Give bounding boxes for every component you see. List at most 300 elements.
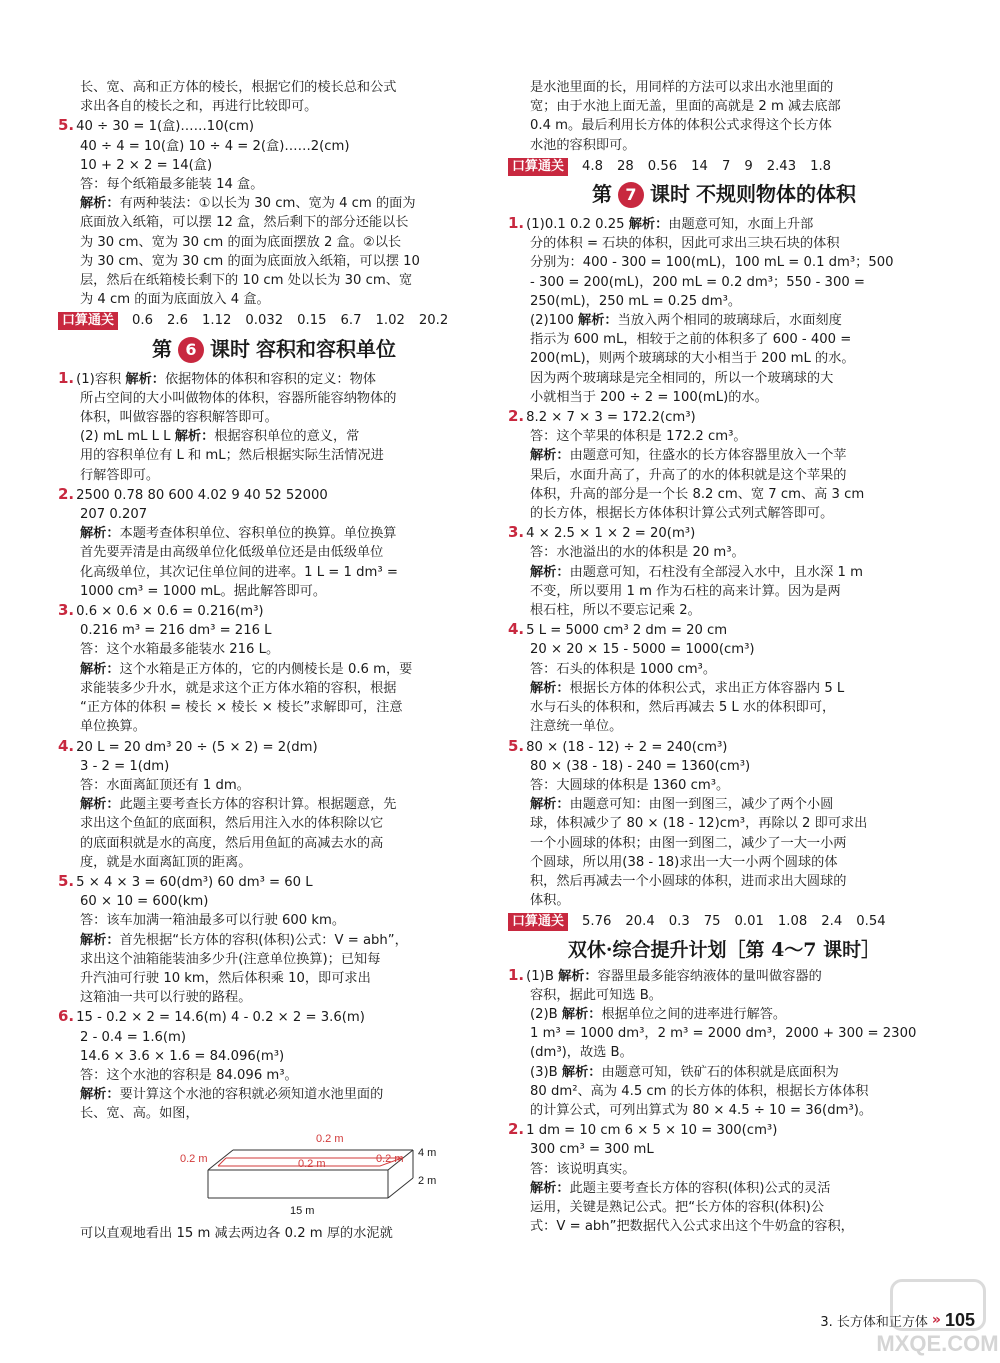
question-number: 2. [508,407,525,426]
answer-text: 个圆球，所以用(38 - 18)求出一大一小两个圆球的体 [530,854,838,870]
answer-line [508,523,940,543]
answer-line [58,466,490,485]
answer-line [508,466,940,485]
answer-text: 宽；由于水池上面无盖，里面的高就是 2 m 减去底部 [530,99,841,115]
answer-text: (3)B [530,1064,562,1080]
answer-line [58,408,490,427]
mental-math-answer: 7 [721,158,731,174]
answer-text: 答：这个苹果的体积是 172.2 cm³。 [530,429,747,445]
answer-text: 3 - 2 = 1(dm) [80,758,170,774]
answer-line [58,369,490,389]
question-number: 2. [508,1120,525,1139]
answer-text: 升汽油可行驶 10 km，然后体积乘 10，即可求出 [80,970,371,986]
answer-line [508,330,940,349]
answer-text: 有两种装法：①以长为 30 cm、宽为 4 cm 的面为 [119,196,416,212]
answer-text: 为 30 cm、宽为 30 cm 的面为底面摆放 2 盒。②以长 [80,234,402,250]
section-title: 双休·综合提升计划［第 4～7 课时］ [567,938,881,961]
analysis-label: 解析： [80,196,120,212]
question-number: 5. [58,871,75,890]
answer-text: 式：V = abh”把数据代入公式求出这个牛奶盒的容积， [530,1219,854,1235]
answer-line [508,407,940,427]
watermark-text: MXQE.COM [876,1330,999,1356]
answer-text: 200(mL)，则两个玻璃球的大小相当于 200 mL 的水。 [530,351,855,367]
answer-line [58,834,490,853]
answer-line [508,292,940,311]
answer-line [508,1043,940,1062]
answer-line [508,78,940,97]
answer-text: 1 dm = 10 cm 6 × 5 × 10 = 300(cm³) [526,1123,778,1139]
answer-text: 长、宽、高。如图， [80,1106,199,1122]
answer-text: 底面放入纸箱，可以摆 12 盒，然后剩下的部分还能以长 [80,215,409,231]
answer-text: 所占空间的大小叫做物体的体积，容器所能容纳物体的 [80,390,397,406]
answer-line [508,620,940,640]
question-number: 3. [58,601,75,620]
answer-line [508,891,940,910]
answer-text: 60 × 10 = 600(km) [80,894,209,910]
answer-line [508,1140,940,1159]
mental-math-row [508,912,940,931]
mental-math-answer: 6.7 [340,313,362,329]
answer-line [58,427,490,446]
answer-text: 1 m³ = 1000 dm³，2 m³ = 2000 dm³，2000 + 300 = 2300 [530,1026,917,1042]
mental-math-row [508,157,940,176]
answer-text: 长、宽、高和正方体的棱长，根据它们的棱长总和公式 [80,80,397,95]
answer-text: 可以直观地看出 15 m 减去两边各 0.2 m 厚的水泥就 [80,1225,393,1241]
answer-text: (2)100 [530,313,579,329]
answer-text: 答：水面离缸顶还有 1 dm。 [80,777,250,793]
answer-text: 分的体积 = 石块的体积，因此可求出三块石块的体积 [530,236,840,252]
pool-diagram [58,1128,490,1220]
answer-line [58,757,490,776]
answer-line [508,737,940,757]
answer-line [58,1066,490,1085]
answer-line [58,776,490,795]
answer-text: 根石柱，所以不要忘记乘 2。 [530,603,701,619]
answer-line [58,969,490,988]
mental-math-answer: 2.6 [167,313,188,329]
answer-text: 是水池里面的长，用同样的方法可以求出水池里面的 [530,80,834,95]
lesson-unit: 课时 [650,182,690,207]
answer-text: 由题意可知，铁矿石的体积就是底面积为 [601,1064,839,1080]
answer-text: 根据单位之间的进率进行解答。 [601,1006,787,1022]
answer-line [508,369,940,388]
question-number: 1. [508,214,525,233]
answer-text: 化高级单位，其次记住单位间的进率。1 L = 1 dm³ = [80,564,398,580]
answer-text: 本题考查体积单位、容积单位的换算。单位换算 [119,526,397,542]
answer-line [58,737,490,757]
answer-line [58,389,490,408]
analysis-label: 解析： [530,448,570,464]
mental-math-tag: 口算通关 [508,913,568,931]
answer-text: 1000 cm³ = 1000 mL。据此解答即可。 [80,583,327,599]
analysis-label: 解析： [561,1006,602,1022]
answer-text: 求出各自的棱长之和，再进行比较即可。 [80,99,318,115]
answer-line [58,660,490,679]
answer-text: (1)B [526,968,559,984]
answer-text: 此题主要考查长方体的容积(体积)公式的灵活 [569,1180,831,1196]
answer-line [508,640,940,659]
answer-line [508,814,940,833]
analysis-label: 解析： [530,797,570,813]
answer-text: 单位换算。 [80,719,146,735]
lesson-number-badge: 6 [178,337,204,363]
answer-line [58,156,490,175]
analysis-label: 解析： [530,680,570,696]
answer-line [58,505,490,524]
lesson-unit: 课时 [210,337,250,362]
mental-math-answer: 0.54 [856,914,886,930]
question-number: 5. [58,116,75,135]
answer-text: 体积。 [530,893,570,909]
answer-text: 5 × 4 × 3 = 60(dm³) 60 dm³ = 60 L [76,874,313,890]
mental-math-answer: 1.02 [375,313,405,329]
mental-math-answer: 4.8 [582,158,603,174]
answer-line [58,679,490,698]
analysis-label: 解析： [628,217,669,233]
answer-line [58,1047,490,1066]
answer-text: 当放入两个相同的玻璃球后，水面刻度 [617,313,842,329]
answer-text: 5 L = 5000 cm³ 2 dm = 20 cm [526,623,728,639]
mental-math-answer: 0.56 [647,158,678,174]
double-arrow-icon: » [931,1312,941,1328]
answer-line [508,582,940,601]
answer-text: 答：这个水池的容积是 84.096 m³。 [80,1067,298,1083]
answer-line [58,97,490,116]
answer-line [58,116,490,136]
answer-line [508,757,940,776]
answer-line [58,640,490,659]
analysis-label: 解析： [80,661,120,677]
question-number: 1. [58,368,75,387]
answer-text: 为 30 cm、宽为 30 cm 的面为底面放入纸箱，可以摆 10 [80,253,420,269]
question-number: 4. [58,736,75,755]
answer-line [508,966,940,986]
answer-text: 答：该说明真实。 [530,1161,636,1177]
answer-line [58,563,490,582]
answer-text: (1)0.1 0.2 0.25 [526,217,629,233]
answer-line [508,97,940,116]
mental-math-answer: 0.6 [132,313,153,329]
lesson-title: 不规则物体的体积 [696,182,856,207]
answer-text: 这个水箱是正方体的，它的内侧棱长是 0.6 m，要 [119,661,413,677]
answer-text: 小就相当于 200 ÷ 2 = 100(mL)的水。 [530,389,768,405]
answer-text: 此题主要考查长方体的容积计算。根据题意，先 [119,797,397,813]
answer-line [508,427,940,446]
answer-line [508,1082,940,1101]
answer-text: 答：这个水箱最多能装水 216 L。 [80,642,280,658]
answer-text: 80 × (38 - 18) - 240 = 1360(cm³) [530,758,751,774]
answer-line [58,78,490,97]
answer-text: 分别为：400 - 300 = 100(mL)，100 mL = 0.1 dm³；500 [530,255,894,271]
answer-line [508,273,940,292]
answer-text: 由题意可知：由图一到图三，减少了两个小圆 [569,797,834,813]
answer-text: 首先要弄清是由高级单位化低级单位还是由低级单位 [80,545,384,561]
answer-line [58,717,490,736]
answer-line [508,136,940,155]
answer-text: 运用，关键是熟记公式。把“长方体的容积(体积)公 [530,1199,825,1215]
answer-text: 体积，升高的部分是一个长 8.2 cm、宽 7 cm、高 3 cm [530,486,865,502]
mental-math-tag: 口算通关 [508,158,568,176]
analysis-label: 解析： [80,797,120,813]
answer-text: 果后，水面升高了，升高了的水的体积就是这个苹果的 [530,467,847,483]
pool-edge [388,1178,413,1198]
answer-text: 行解答即可。 [80,467,160,483]
answer-text: 不变，所以要用 1 m 作为石柱的高来计算。因为是两 [530,583,841,599]
mental-math-answer: 2.4 [821,914,843,930]
answer-line [58,1028,490,1047]
answer-line [58,1224,490,1243]
answer-text: 求能装多少升水，就是求这个正方体水箱的容积，根据 [80,680,397,696]
answer-text: 因为两个玻璃球是完全相同的，所以一个玻璃球的大 [530,370,834,386]
dim-width: 4 m [418,1146,437,1159]
answer-text: 80 dm²、高为 4.5 cm 的长方体的体积，根据长方体体积 [530,1083,869,1099]
answer-text: (dm³)，故选 B。 [530,1045,633,1061]
answer-line [508,1101,940,1120]
answer-text: 容积，据此可知选 B。 [530,987,662,1003]
answer-line [508,349,940,368]
mental-math-answer: 75 [703,914,721,930]
answer-text: 容器里最多能容纳液体的量叫做容器的 [597,968,822,984]
answer-text: 由题意可知，石柱没有全部浸入水中，且水深 1 m [569,564,863,580]
analysis-label: 解析： [125,371,165,387]
answer-line [508,446,940,465]
lesson-number-badge: 7 [618,182,644,208]
answer-line [58,950,490,969]
analysis-label: 解析： [80,526,120,542]
answer-text: 14.6 × 3.6 × 1.6 = 84.096(m³) [80,1048,285,1064]
dim-left-wall: 0.2 m [180,1152,208,1165]
mental-math-answer: 20.4 [625,914,655,930]
answer-text: 300 cm³ = 300 mL [530,1142,654,1158]
answer-text: 2 - 0.4 = 1.6(m) [80,1029,187,1045]
answer-text: - 300 = 200(mL)，200 mL = 0.2 dm³；550 - 300 = [530,274,865,290]
answer-text: 0.4 m。最后利用长方体的体积公式求得这个长方体 [530,118,832,134]
mental-math-answer: 9 [744,158,753,174]
answer-text: 答：每个纸箱最多能装 14 盒。 [80,177,264,193]
answer-line [508,563,940,582]
watermark-stamp-icon [890,1279,986,1331]
answer-line [58,795,490,814]
answer-line [58,931,490,950]
answer-line [508,717,940,736]
answer-text: 水与石头的体积和，然后再减去 5 L 水的体积即可， [530,700,836,716]
answer-text: 积，然后再减去一个小圆球的体积，进而求出大圆球的 [530,873,847,889]
mental-math-answer: 0.3 [668,914,690,930]
answer-text: 求出这个油箱能装油多少升(注意单位换算)；已知每 [80,951,381,967]
answer-line [508,485,940,504]
answer-text: 2500 0.78 80 600 4.02 9 40 52 52000 [76,487,328,503]
question-number: 2. [58,484,75,503]
answer-line [58,582,490,601]
mental-math-answer: 0.01 [734,914,764,930]
answer-line [508,986,940,1005]
answer-line [508,834,940,853]
lesson-prefix: 第 [152,337,172,362]
answer-line [58,698,490,717]
answer-line [508,214,940,234]
analysis-label: 解析： [530,1180,570,1196]
answer-text: 为 4 cm 的面为底面放入 4 盒。 [80,292,270,308]
question-number: 5. [508,736,525,755]
answer-line [508,234,940,253]
answer-line [58,213,490,232]
answer-text: 20 L = 20 dm³ 20 ÷ (5 × 2) = 2(dm) [76,739,318,755]
answer-line [508,1063,940,1082]
answer-line [508,776,940,795]
answer-text: 层，然后在纸箱棱长剩下的 10 cm 处以长为 30 cm、宽 [80,273,413,289]
answer-line [58,988,490,1007]
answer-line [508,698,940,717]
answer-text: 用的容积单位有 L 和 mL；然后根据实际生活情况进 [80,448,384,464]
answer-line [58,137,490,156]
lesson-prefix: 第 [592,182,612,207]
answer-line [508,679,940,698]
answer-text: 8.2 × 7 × 3 = 172.2(cm³) [526,410,696,426]
analysis-label: 解析： [578,313,618,329]
answer-text: 80 × (18 - 12) ÷ 2 = 240(cm³) [526,739,728,755]
answer-text: 的长方体，根据长方体体积计算公式列式解答即可。 [530,506,834,522]
answer-text: 求出这个鱼缸的底面积，然后用注入水的体积除以它 [80,816,384,832]
answer-text: 答：大圆球的体积是 1360 cm³。 [530,777,730,793]
answer-line [508,660,940,679]
answer-text: 15 - 0.2 × 2 = 14.6(m) 4 - 0.2 × 2 = 3.6(m) [76,1010,365,1026]
answer-line [58,911,490,930]
answer-line [508,1024,940,1043]
dim-length: 15 m [290,1204,315,1217]
mental-math-answer: 2.43 [766,158,797,174]
mental-math-answer: 0.15 [297,313,327,329]
lesson-heading [508,178,940,212]
answer-line [508,388,940,407]
dim-height: 2 m [418,1174,437,1187]
answer-text: 由题意可知，水面上升部 [668,217,814,233]
analysis-label: 解析： [558,968,598,984]
mental-math-tag: 口算通关 [58,312,118,330]
answer-text: 水池的容积即可。 [530,137,636,153]
answer-line [58,1007,490,1027]
answer-line [58,601,490,621]
answer-line [508,853,940,872]
answer-text: 由题意可知，往盛水的长方体容器里放入一个苹 [569,448,847,464]
answer-text: 40 ÷ 4 = 10(盒) 10 ÷ 4 = 2(盒)……2(cm) [80,138,350,154]
mental-math-row [58,311,490,330]
analysis-label: 解析： [80,932,120,948]
answer-line [58,271,490,290]
answer-line [508,601,940,620]
answer-line [508,116,940,135]
answer-line [508,253,940,272]
answer-text: 10 + 2 × 2 = 14(盒) [80,157,213,173]
answer-text: 注意统一单位。 [530,719,623,735]
dim-right-wall: 0.2 m [376,1152,404,1165]
answer-line [58,853,490,872]
answer-text: 要计算这个水池的容积就必须知道水池里面的 [119,1087,384,1103]
lesson-heading [58,333,490,367]
mental-math-answer: 1.12 [201,313,232,329]
answer-line [58,290,490,309]
answer-line [58,233,490,252]
question-number: 1. [508,965,525,984]
answer-text: 依据物体的体积和容积的定义：物体 [164,371,376,387]
answer-text: 的底面积就是水的高度，然后用鱼缸的高减去水的高 [80,835,384,851]
answer-line [58,175,490,194]
answer-text: 答：该车加满一箱油最多可以行驶 600 km。 [80,913,346,929]
mental-math-answer: 28 [617,158,634,174]
answer-text: 250(mL)，250 mL = 0.25 dm³。 [530,293,742,309]
answer-line [58,194,490,213]
answer-line [58,892,490,911]
mental-math-answer: 5.76 [582,914,612,930]
answer-text: 这箱油一共可以行驶的路程。 [80,990,252,1006]
answer-text: 答：石头的体积是 1000 cm³。 [530,661,717,677]
answer-line [508,1160,940,1179]
footer-section-label: 3. 长方体和正方体 [820,1314,928,1330]
answer-text: (2)B [530,1006,562,1022]
mental-math-answer: 1.08 [777,914,808,930]
answer-line [58,814,490,833]
answer-text: 度，就是水面离缸顶的距离。 [80,854,252,870]
answer-text: 球，体积减少了 80 × (18 - 12)cm³，再除以 2 即可求出 [530,816,868,832]
answer-text: 4 × 2.5 × 1 × 2 = 20(m³) [526,526,696,542]
answer-line [58,252,490,271]
answer-line [508,543,940,562]
answer-line [508,311,940,330]
question-number: 6. [58,1007,75,1026]
answer-line [508,1198,940,1217]
answer-text: 20 × 20 × 15 - 5000 = 1000(cm³) [530,642,755,658]
analysis-label: 解析： [530,564,570,580]
mental-math-answer: 1.8 [810,158,832,174]
answer-text: (2) mL mL L L [80,429,175,445]
mental-math-answer: 20.2 [418,313,449,329]
answer-line [58,1085,490,1104]
answer-line [508,872,940,891]
answer-line [58,621,490,640]
dim-middle-wall: 0.2 m [298,1157,326,1170]
answer-text: 根据容积单位的意义，常 [214,429,360,445]
answer-text: 0.6 × 0.6 × 0.6 = 0.216(m³) [76,604,264,620]
answer-line [508,1179,940,1198]
right-column [508,78,940,1236]
page-number: 105 [944,1309,975,1330]
answer-line [508,1217,940,1236]
answer-line [58,485,490,505]
answer-text: “正方体的体积 = 棱长 × 棱长 × 棱长”求解即可，注意 [80,700,403,716]
question-number: 4. [508,620,525,639]
answer-line [508,1120,940,1140]
lesson-title: 容积和容积单位 [256,337,396,362]
answer-text: 207 0.207 [80,507,148,523]
mental-math-answer: 14 [691,158,708,174]
answer-line [508,1005,940,1024]
answer-text: 指示为 600 mL，相较于之前的体积多了 600 - 400 = [530,332,852,348]
answer-line [58,872,490,892]
answer-text: 根据长方体的体积公式，求出正方体容器内 5 L [569,680,845,696]
dim-top-wall: 0.2 m [316,1132,344,1145]
question-number: 3. [508,523,525,542]
answer-text: 首先根据“长方体的容积(体积)公式：V = abh”， [119,932,408,948]
answer-line [58,446,490,465]
answer-text: 的计算公式，可列出算式为 80 × 4.5 ÷ 10 = 36(dm³)。 [530,1102,873,1118]
answer-text: (1)容积 [76,371,126,387]
mental-math-answer: 0.032 [245,313,284,329]
left-column [58,78,490,1243]
answer-text: 答：水池溢出的水的体积是 20 m³。 [530,545,745,561]
answer-line [58,543,490,562]
pool-edge [208,1150,233,1170]
answer-text: 0.216 m³ = 216 dm³ = 216 L [80,623,272,639]
answer-line [58,524,490,543]
